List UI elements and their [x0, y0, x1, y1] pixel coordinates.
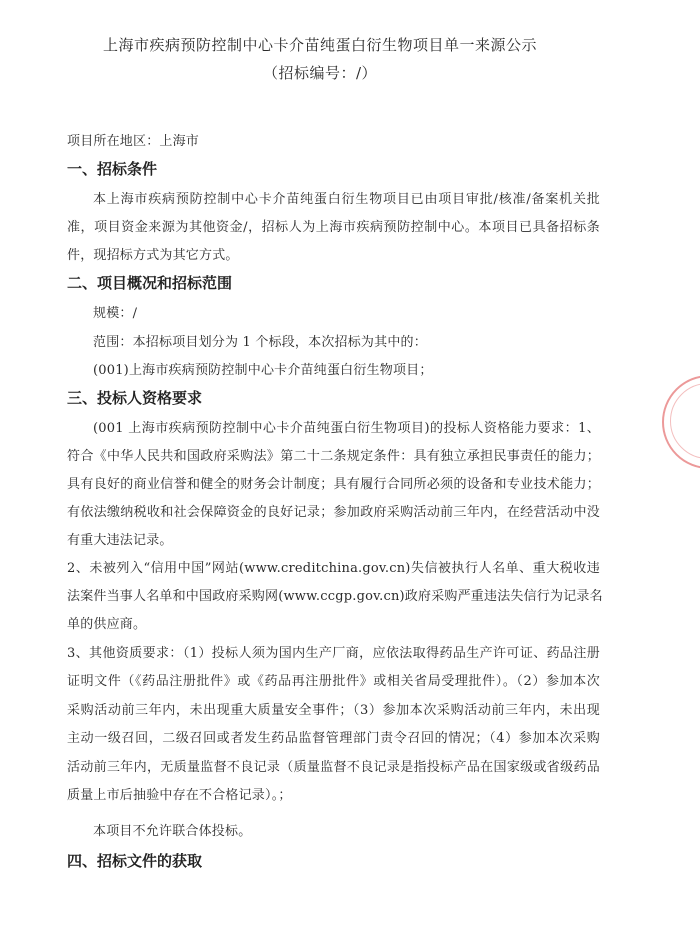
paragraph-line: 2、未被列入“信用中国”网站(www.creditchina.gov.cn)失信被执行人名单、重大税收违 — [67, 561, 600, 576]
paragraph-line: 有重大违法记录。 — [67, 533, 173, 548]
official-seal — [662, 375, 700, 469]
paragraph-line: 质量上市后抽验中存在不合格记录）。； — [67, 788, 292, 803]
paragraph-line: 准，项目资金来源为其他资金/，招标人为上海市疾病预防控制中心。本项目已具备招标条 — [67, 220, 600, 235]
project-scale: 规模：/ — [93, 306, 138, 321]
section-heading-bidder-qualifications: 三、投标人资格要求 — [67, 389, 203, 407]
paragraph-line: 有依法缴纳税收和社会保障资金的良好记录；参加政府采购活动前三年内，在经营活动中没 — [67, 505, 600, 520]
paragraph-line: 本上海市疾病预防控制中心卡介苗纯蛋白衍生物项目已由项目审批/核准/备案机关批 — [93, 192, 600, 207]
section-heading-bid-documents: 四、招标文件的获取 — [67, 852, 203, 870]
seal-inner-ring — [670, 383, 700, 459]
page-title: 上海市疾病预防控制中心卡介苗纯蛋白衍生物项目单一来源公示 — [102, 36, 537, 54]
project-range: 范围：本招标项目划分为 1 个标段，本次招标为其中的： — [93, 335, 427, 350]
bid-number: （招标编号：/） — [262, 64, 378, 82]
section-heading-bid-conditions: 一、招标条件 — [67, 160, 158, 178]
project-item: (001)上海市疾病预防控制中心卡介苗纯蛋白衍生物项目； — [93, 363, 433, 378]
paragraph-line: 采购活动前三年内，未出现重大质量安全事件；（3）参加本次采购活动前三年内，未出现 — [67, 703, 600, 718]
paragraph-line: 3、其他资质要求：（1）投标人须为国内生产厂商，应依法取得药品生产许可证、药品注册 — [67, 646, 600, 661]
paragraph-line: 符合《中华人民共和国政府采购法》第二十二条规定条件：具有独立承担民事责任的能力； — [67, 449, 600, 464]
paragraph-line: 件，现招标方式为其它方式。 — [67, 248, 239, 263]
paragraph-line: 具有良好的商业信誉和健全的财务会计制度；具有履行合同所必须的设备和专业技术能力； — [67, 477, 600, 492]
paragraph-line: (001 上海市疾病预防控制中心卡介苗纯蛋白衍生物项目)的投标人资格能力要求：1、 — [93, 421, 600, 436]
paragraph-line: 主动一级召回，二级召回或者发生药品监督管理部门责令召回的情况；（4）参加本次采购 — [67, 731, 600, 746]
paragraph-line: 单的供应商。 — [67, 617, 147, 632]
consortium-note: 本项目不允许联合体投标。 — [93, 824, 252, 839]
project-region: 项目所在地区：上海市 — [67, 134, 200, 149]
paragraph-line: 证明文件（《药品注册批件》或《药品再注册批件》或相关省局受理批件）。（2）参加本次 — [67, 674, 600, 689]
paragraph-line: 活动前三年内，无质量监督不良记录（质量监督不良记录是指投标产品在国家级或省级药品 — [67, 760, 600, 775]
paragraph-line: 法案件当事人名单和中国政府采购网(www.ccgp.gov.cn)政府采购严重违法失信行为记录名 — [67, 589, 603, 604]
section-heading-project-overview: 二、项目概况和招标范围 — [67, 274, 233, 292]
